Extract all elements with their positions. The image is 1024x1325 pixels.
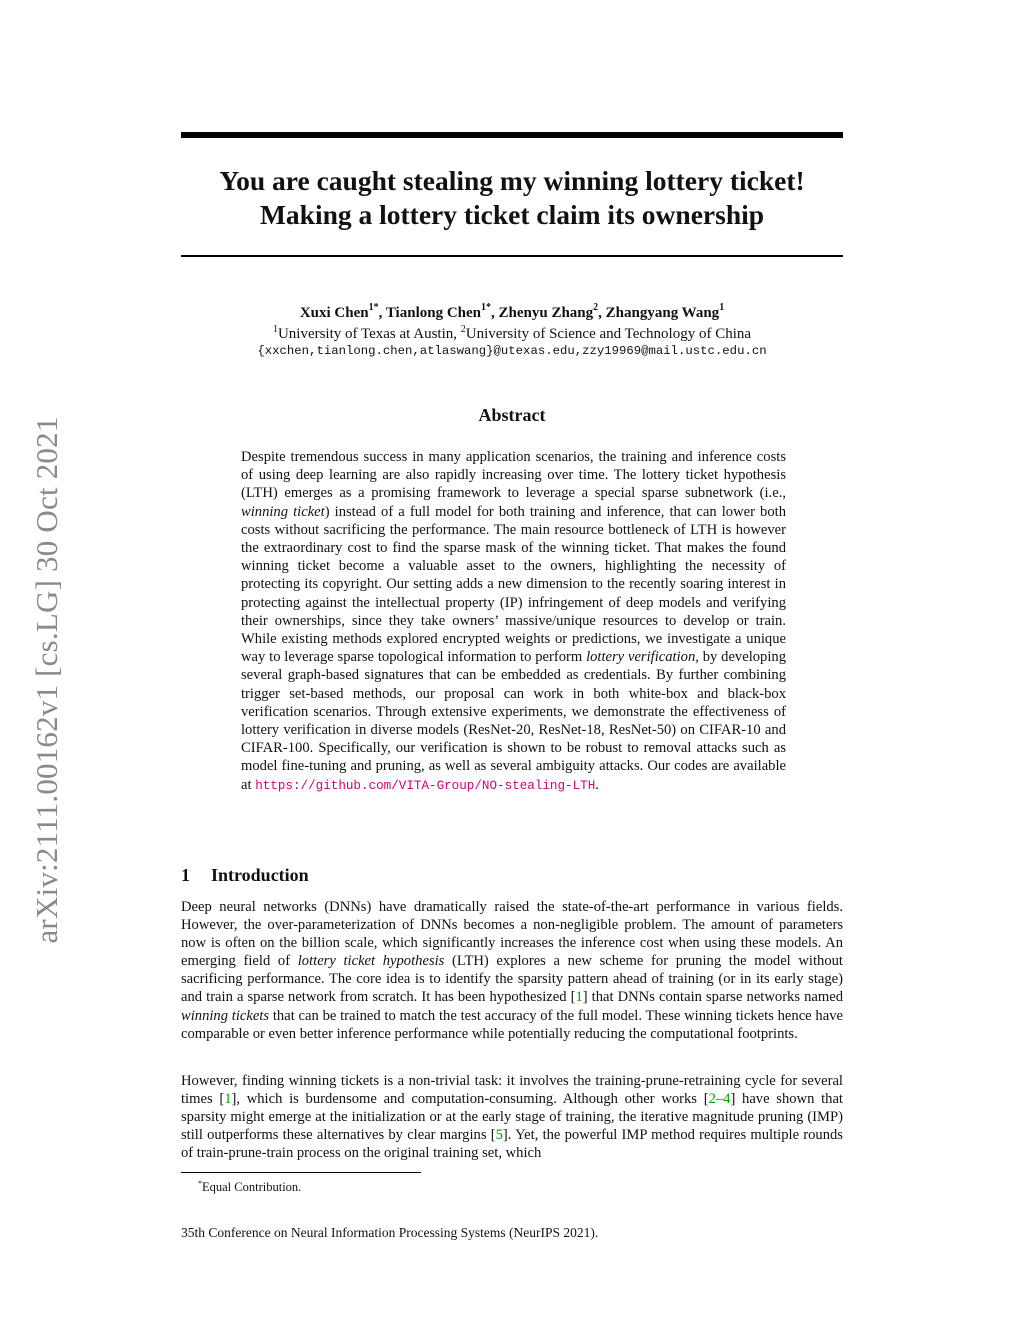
footnote-rule	[181, 1172, 421, 1173]
section-number: 1	[181, 865, 190, 885]
italic-term: lottery ticket hypothesis	[297, 953, 445, 970]
citation-link[interactable]: 4	[723, 1091, 731, 1108]
author-mark: 1*	[481, 302, 492, 313]
code-repository-link[interactable]: https://github.com/VITA-Group/NO-stealing-LTH	[255, 778, 596, 793]
section-heading-introduction	[181, 864, 843, 886]
abstract-text: .	[595, 776, 599, 793]
paragraph-text: that can be trained to match the test accuracy of the full model. These winning tickets hence have comparable or even better inference performance while potentially reducing the computational footprints.	[181, 1007, 843, 1042]
author-emails: {xxchen,tianlong.chen,atlaswang}@utexas.edu,zzy19969@mail.ustc.edu.cn	[257, 344, 767, 358]
affiliation-name: University of Texas at Austin,	[277, 326, 458, 342]
paragraph-text: Deep neural networks (DNNs) have dramatically raised the state-of-the-art performance in various fields. However, the over-parameterization of DNNs becomes a non-negligible problem. The amount of parameters now is often on the billion scale, which significantly increases the inference cost when using these models. An emerging field of	[181, 899, 843, 970]
author-name: Zhangyang Wang	[605, 305, 720, 321]
citation-link[interactable]: 2	[708, 1091, 716, 1108]
abstract-italic-term: lottery verification	[586, 649, 696, 666]
paragraph-text: ] that DNNs contain sparse networks named	[582, 989, 843, 1006]
abstract-italic-term: winning ticket	[241, 503, 325, 520]
citation-link[interactable]: 5	[495, 1127, 503, 1144]
italic-term: winning tickets	[181, 1007, 270, 1024]
paragraph-text: (LTH) explores a new scheme for pruning the model without sacrificing performance. The core idea is to identify the sparsity pattern ahead of training (or in its early stage) and train a sparse network from scratch. It has been hypothesized [	[181, 953, 843, 1006]
author-mark: 1*	[368, 302, 379, 313]
paper-title-line-1: You are caught stealing my winning lottery ticket!	[219, 165, 805, 196]
author-name: Xuxi Chen	[299, 305, 369, 321]
paragraph-text: ] have shown that sparsity might emerge at the initialization or at the early stage of training, the iterative magnitude pruning (IMP) still outperforms these alternatives by clear margins [	[181, 1091, 843, 1144]
abstract-text: Despite tremendous success in many application scenarios, the training and inference costs of using deep learning are also rapidly increasing over time. The lottery ticket hypothesis (LTH) emerges as a promising framework to leverage a special sparse subnetwork (i.e.,	[241, 449, 786, 502]
author-list: Xuxi Chen$^{1*}$, Tianlong Chen$^{1*}$, Zhenyu Zhang$^2$, Zhangyang Wang$^1$	[299, 302, 725, 321]
arxiv-side-stamp: arXiv:2111.00162v1 [cs.LG] 30 Oct 2021	[29, 416, 64, 944]
citation-range-dash: –	[715, 1091, 724, 1108]
paragraph-text: ]. Yet, the powerful IMP method requires multiple rounds of train-prune-train process on the original training set, which	[181, 1127, 843, 1162]
affiliation-mark: 2	[460, 324, 466, 335]
footnote	[198, 1176, 301, 1195]
intro-paragraph-2	[181, 1072, 843, 1162]
paragraph-text: ], which is burdensome and computation-consuming. Although other works [	[231, 1091, 709, 1108]
abstract-text: ) instead of a full model for both training and inference, that can lower both costs without sacrificing the performance. The main resource bottleneck of LTH is however the extraordinary cost to find the sparse mask of the winning ticket. That makes the found winning ticket become a valuable asset to the owners, highlighting the necessity of protecting its copyright. Our setting adds a new dimension to the recently soaring interest in protecting against the intellectual property (IP) infringement of deep models and verifying their ownerships, since they take owners’ massive/unique resources to develop or train. While existing methods explored encrypted weights or predictions, we investigate a unique way to leverage sparse topological information to perform	[241, 503, 786, 666]
intro-paragraph-1	[181, 898, 843, 1043]
paragraph-text: However, finding winning tickets is a non-trivial task: it involves the training-prune-retraining cycle for several times [	[181, 1073, 843, 1108]
abstract-body	[241, 448, 786, 795]
author-mark: 1	[719, 302, 725, 313]
abstract-text: , by developing several graph-based signatures that can be embedded as credentials. By further combining trigger set-based methods, our proposal can work in both white-box and black-box verification scenarios. Through extensive experiments, we demonstrate the effectiveness of lottery verification in diverse models (ResNet-20, ResNet-18, ResNet-50) on CIFAR-10 and CIFAR-100. Specifically, our verification is shown to be robust to removal attacks such as model fine-tuning and pruning, as well as several ambiguity attacks. Our codes are available at	[241, 649, 786, 793]
citation-link[interactable]: 1	[575, 989, 583, 1006]
author-name: Zhenyu Zhang	[498, 305, 594, 321]
affiliation-line	[181, 320, 843, 344]
footnote-text: Equal Contribution.	[202, 1180, 302, 1195]
citation-link[interactable]: 1	[224, 1091, 232, 1108]
affiliation-mark: 1	[272, 324, 278, 335]
footnote-mark: *	[198, 1179, 202, 1188]
affiliation-name: University of Science and Technology of China	[465, 326, 752, 342]
section-title: Introduction	[211, 865, 309, 885]
venue-footer: 35th Conference on Neural Information Processing Systems (NeurIPS 2021).	[181, 1225, 599, 1240]
author-name: Tianlong Chen	[385, 305, 482, 321]
abstract-heading: Abstract	[478, 405, 546, 425]
author-mark: 2	[593, 302, 599, 313]
title-bottom-rule	[181, 255, 843, 257]
paper-title-line-2: Making a lottery ticket claim its ownership	[259, 199, 765, 230]
title-top-rule	[181, 132, 843, 138]
